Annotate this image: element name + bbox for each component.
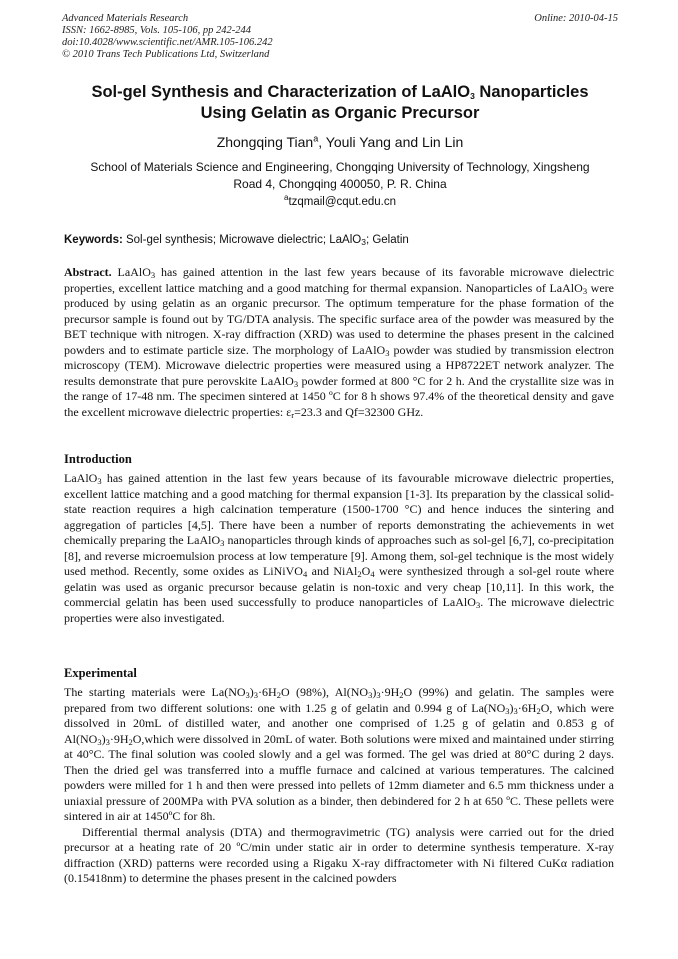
title-line-1: Sol-gel Synthesis and Characterization of LaAlO$_3$ Nanoparticles <box>91 83 589 101</box>
online-date: Online: 2010-04-15 <box>534 13 618 24</box>
keywords-label: Keywords: <box>64 234 123 246</box>
contact-email: $^a$tzqmail@cqut.edu.cn <box>283 193 396 208</box>
title-line-2: Using Gelatin as Organic Precursor <box>200 104 480 122</box>
copyright-line: © 2010 Trans Tech Publications Ltd, Switzerland <box>62 49 270 60</box>
email-address[interactable]: tzqmail@cqut.edu.cn <box>288 196 396 208</box>
doi-line: doi:10.4028/www.scientific.net/AMR.105-106.242 <box>62 37 273 48</box>
introduction-text: LaAlO$_3$ has gained attention in the last few years because of its favourable microwave dielectric properties, excellent lattice matching and a good matching for thermal expansion [1-3]. Its preparation by the classical solid-state reaction requires a high calcination temperature (1500-1700 °C) and hence induces the sintering and aggregation of particles [4,5]. There have been a number of reports demonstrating the achievements in wet chemically preparing the LaAlO$_3$ nanoparticles through kinds of approaches such as sol-gel [6,7], co-precipitation [8], and reverse microemulsion process at low temperature [9]. Among them, sol-gel technique is the most widely used method. Recently, some oxides as LiNiVO$_4$ and $NiAl_2O_4$ were synthesized through a sol-gel route where gelatin was used as organic precursor because gelatin is non-toxic and very cheap [10,11]. In this work, the commercial gelatin has been used successfully to produce nanoparticles of LaAlO$_3$. The microwave dielectric properties were also investigated. <box>64 471 615 625</box>
affiliation: School of Materials Science and Engineering, Chongqing University of Technology, Xingsheng Road 4, Chongqing 400050, P. R. China <box>90 160 590 191</box>
paper-title <box>62 82 618 124</box>
experimental-heading: Experimental <box>64 666 137 680</box>
abstract: Abstract. LaAlO$_3$ has gained attention in the last few years because of its favorable microwave dielectric properties, excellent lattice matching and a good matching for thermal expansion. Nanoparticles of LaAlO$_3$ were produced by using gelatin as an organic precursor. The optimum temperature for the phase formation of the precursor sample is found out by TG/DTA analysis. The specific surface area of the powder was measured by the BET technique with nitrogen. X-ray diffraction (XRD) was used to determine the phases present in the calcined powders and to estimate particle size. The morphology of LaAlO$_3$ powder was studied by transmission electron microscopy (TEM). Microwave dielectric properties were measured using a HP8722ET network analyzer. The results demonstrate that pure perovskite LaAlO$_3$ powder formed at 800 °C for 2 h. And the crystallite size was in the range of 17-48 nm. The specimen sintered at 1450 ºC for 8 h shows 97.4% of the theoretical density and gave the excellent microwave dielectric properties: $\varepsilon_r=23.3$ and Qf=32300 GHz. <box>64 265 615 420</box>
keywords: Keywords: Sol-gel synthesis; Microwave dielectric; LaAlO$_3$; Gelatin <box>64 234 409 247</box>
author-affiliation-marker: a <box>313 133 319 144</box>
experimental-text <box>64 685 614 887</box>
author-names-rest: , Youli Yang and Lin Lin <box>318 134 464 150</box>
issn-line: ISSN: 1662-8985, Vols. 105-106, pp 242-244 <box>62 25 251 36</box>
abstract-label: Abstract. <box>64 265 112 279</box>
journal-name: Advanced Materials Research <box>62 13 189 24</box>
author-name: Zhongqing Tian <box>216 134 314 150</box>
journal-header <box>62 13 618 61</box>
experimental-paragraph-2: Differential thermal analysis (DTA) and thermogravimetric (TG) analysis were carried out for the dried precursor at a heating rate of 20 ºC/min under static air in order to determine synthesis temperature. X-ray diffraction (XRD) patterns were recorded using a Rigaku X-ray diffractometer with Ni filtered CuKα radiation (0.15418nm) to determine the phases present in the calcined powders <box>64 824 614 885</box>
author-list <box>62 133 618 151</box>
introduction-heading: Introduction <box>64 452 132 466</box>
experimental-paragraph-1: The starting materials were $La(NO_3)_3\cdot 6H_2O$ (98%), $Al(NO_3)_3\cdot 9H_2O$ (99%) and gelatin. The samples were prepared from two different solutions: one with 1.25 g of gelatin and 0.994 g of $La(NO_3)_3\cdot 6H_2O$, which were dissolved in 20mL of distilled water, and another one comprised of 1.25 g of gelatin and 0.853 g of $Al(NO_3)_3\cdot 9H_2O,which$ were dissolved in 20mL of water. Both solutions were mixed and maintained under stirring at 40°C. The final solution was cooled slowly and a gel was formed. The gel was dried at 80°C during 2 days. Then the dried gel was transferred into a muffle furnace and calcined at various temperatures. The calcined powders were milled for 1 h and then were pressed into pellets of 12mm diameter and 6.5 mm thickness under a uniaxial pressure of 200MPa with PVA solution as a binder, then debindered for 2 h at 650 ºC. These pellets were sintered in air at 1450ºC for 8h. <box>64 685 615 823</box>
